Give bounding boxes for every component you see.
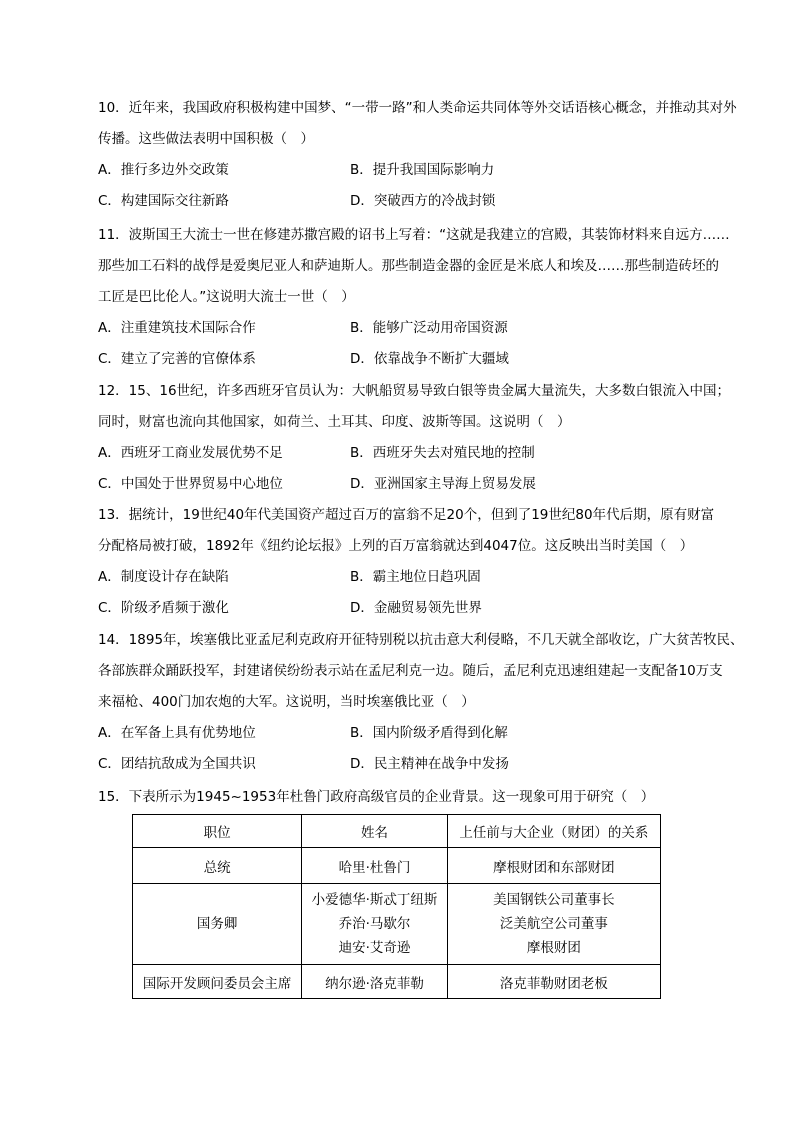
options-row — [98, 438, 698, 469]
option-c[interactable]: C．阶级矛盾频于激化 — [98, 600, 229, 616]
options-row — [98, 749, 698, 780]
option-d[interactable]: D．亚洲国家主导海上贸易发展 — [350, 476, 536, 492]
table-cell-position: 国际开发顾问委员会主席 — [133, 965, 302, 999]
table-cell-relation: 摩根财团和东部财团 — [447, 848, 660, 884]
question-text-line: 12．15、16世纪，许多西班牙官员认为：大帆船贸易导致白银等贵金属大量流失，大多数白银流入中国； — [98, 383, 731, 399]
table-row — [133, 848, 661, 884]
option-a[interactable]: A．制度设计存在缺陷 — [98, 569, 229, 585]
table-cell-name: 小爱德华·斯忒丁纽斯 — [311, 892, 438, 908]
table-header-cell: 上任前与大企业（财团）的关系 — [447, 815, 660, 848]
table-cell-name: 乔治·马歇尔 — [338, 916, 411, 932]
option-a[interactable]: A．推行多边外交政策 — [98, 162, 229, 178]
option-b[interactable]: B．国内阶级矛盾得到化解 — [350, 725, 508, 741]
question-10 — [98, 93, 737, 217]
question-text-line: 工匠是巴比伦人。”这说明大流士一世（ ） — [98, 289, 355, 305]
table-cell-relation: 洛克菲勒财团老板 — [447, 965, 660, 999]
table-cell-relation: 泛美航空公司董事 — [499, 916, 608, 932]
table-cell-name: 纳尔逊·洛克菲勒 — [302, 965, 447, 999]
options-row — [98, 155, 698, 186]
option-b[interactable]: B．能够广泛动用帝国资源 — [350, 320, 508, 336]
options-row — [98, 469, 698, 500]
option-b[interactable]: B．提升我国国际影响力 — [350, 162, 495, 178]
option-b[interactable]: B．西班牙失去对殖民地的控制 — [350, 445, 535, 461]
options-row — [98, 344, 698, 375]
officials-table — [132, 814, 661, 999]
option-d[interactable]: D．金融贸易领先世界 — [350, 600, 482, 616]
table-cell-position: 总统 — [133, 848, 302, 884]
table-row — [133, 965, 661, 999]
question-text-line: 分配格局被打破，1892年《纽约论坛报》上列的百万富翁就达到4047位。这反映出当时美国（ ） — [98, 538, 694, 554]
options-row — [98, 718, 698, 749]
question-text-line: 来福枪、400门加农炮的大军。这说明，当时埃塞俄比亚（ ） — [98, 694, 475, 710]
option-a[interactable]: A．西班牙工商业发展优势不足 — [98, 445, 283, 461]
option-d[interactable]: D．民主精神在战争中发扬 — [350, 756, 509, 772]
table-row — [133, 884, 661, 965]
options-row — [98, 186, 698, 217]
table-cell-name: 哈里·杜鲁门 — [302, 848, 447, 884]
question-11 — [98, 220, 730, 375]
question-14 — [98, 625, 744, 780]
question-text-line: 13．据统计，19世纪40年代美国资产超过百万的富翁不足20个，但到了19世纪80年代后期，原有财富 — [98, 507, 715, 523]
option-a[interactable]: A．注重建筑技术国际合作 — [98, 320, 256, 336]
question-15 — [98, 782, 698, 813]
question-12 — [98, 376, 731, 500]
question-text-line: 传播。这些做法表明中国积极（ ） — [98, 131, 314, 147]
question-text-line: 那些加工石料的战俘是爱奥尼亚人和萨迪斯人。那些制造金器的金匠是米底人和埃及……那些制造砖坯的 — [98, 258, 719, 274]
table-cell-relations — [447, 884, 660, 965]
option-c[interactable]: C．建立了完善的官僚体系 — [98, 351, 256, 367]
table-header-cell: 职位 — [133, 815, 302, 848]
options-row — [98, 593, 698, 624]
option-c[interactable]: C．构建国际交往新路 — [98, 193, 229, 209]
table-cell-name: 迪安·艾奇逊 — [338, 940, 411, 956]
question-text-line: 同时，财富也流向其他国家，如荷兰、土耳其、印度、波斯等国。这说明（ ） — [98, 414, 571, 430]
options-row — [98, 313, 698, 344]
table-cell-relation: 摩根财团 — [526, 940, 581, 956]
question-text-line: 各部族群众踊跃投军，封建诸侯纷纷表示站在孟尼利克一边。随后，孟尼利克迅速组建起一支配备10万支 — [98, 663, 723, 679]
question-text-line: 10．近年来，我国政府积极构建中国梦、“一带一路”和人类命运共同体等外交话语核心概念，并推动其对外 — [98, 100, 737, 116]
table-header-row — [133, 815, 661, 848]
table-header-cell: 姓名 — [302, 815, 447, 848]
option-c[interactable]: C．团结抗敌成为全国共识 — [98, 756, 256, 772]
table-cell-names — [302, 884, 447, 965]
option-d[interactable]: D．突破西方的冷战封锁 — [350, 193, 496, 209]
table-cell-position: 国务卿 — [133, 884, 302, 965]
options-row — [98, 562, 698, 593]
question-text-line: 15．下表所示为1945~1953年杜鲁门政府高级官员的企业背景。这一现象可用于研究（ ） — [98, 789, 655, 805]
option-d[interactable]: D．依靠战争不断扩大疆域 — [350, 351, 509, 367]
option-c[interactable]: C．中国处于世界贸易中心地位 — [98, 476, 283, 492]
option-a[interactable]: A．在军备上具有优势地位 — [98, 725, 256, 741]
table-cell-relation: 美国钢铁公司董事长 — [493, 892, 615, 908]
question-text-line: 14．1895年，埃塞俄比亚孟尼利克政府开征特别税以抗击意大利侵略，不几天就全部收讫，广大贫苦牧民、 — [98, 632, 744, 648]
question-13 — [98, 500, 715, 624]
option-b[interactable]: B．霸主地位日趋巩固 — [350, 569, 481, 585]
question-text-line: 11．波斯国王大流士一世在修建苏撒宫殿的诏书上写着：“这就是我建立的宫殿，其装饰材料来自远方…… — [98, 227, 730, 243]
